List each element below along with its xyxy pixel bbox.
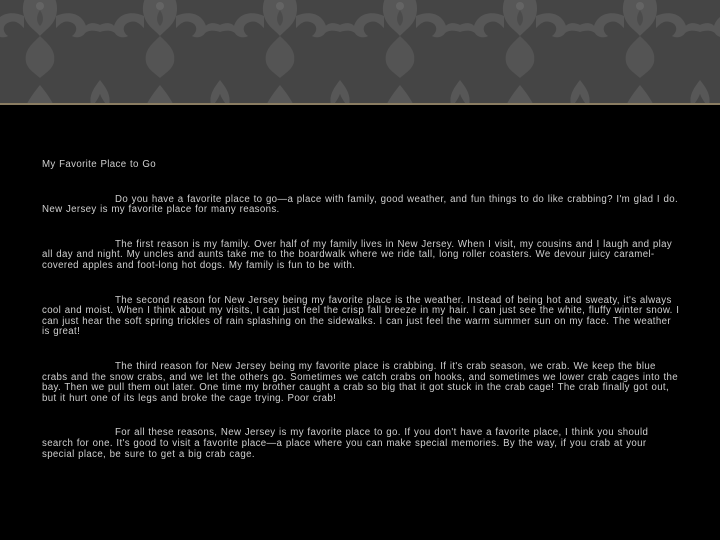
essay-paragraph-weather: The second reason for New Jersey being my favorite place is the weather. Instead of being hot and sweaty, it's always cool and moist. When I think about my visits, I can just feel the crisp fall breeze in my hair. I can just see the white, fluffy winter snow. I can just hear the soft spring trickles of rain splashing on the sidewalks. I can just feel the warm summer sun on my face. The weather is great! <box>42 294 680 338</box>
essay-text-block <box>42 160 682 484</box>
essay-paragraph-intro: Do you have a favorite place to go—a place with family, good weather, and fun things to do like crabbing? I'm glad I do. New Jersey is my favorite place for many reasons. <box>42 193 678 216</box>
damask-pattern <box>0 0 720 103</box>
banner-divider <box>0 103 720 105</box>
essay-title: My Favorite Place to Go <box>42 159 156 170</box>
damask-banner <box>0 0 720 103</box>
essay-paragraph-conclusion: For all these reasons, New Jersey is my favorite place to go. If you don't have a favorite place, I think you should search for one. It's good to visit a favorite place—a place where you can make special memories. By the way, if you crab at your special place, be sure to get a big crab cage. <box>42 427 649 460</box>
essay-paragraph-crabbing: The third reason for New Jersey being my favorite place is crabbing. If it's crab season, we crab. We keep the blue crabs and the snow crabs, and we let the others go. Sometimes we catch crabs on hooks, and sometimes we lower crab cages into the bay. Then we pull them out later. One time my brother caught a crab so big that it got stuck in the crab cage! The crab finally got out, but it hurt one of its legs and broke the cage trying. Poor crab! <box>42 360 679 404</box>
essay-paragraph-family: The first reason is my family. Over half of my family lives in New Jersey. When I visit, my cousins and I laugh and play all day and night. My uncles and aunts take me to the boardwalk where we ride tall, long roller coasters. We devour juicy caramel-covered apples and foot-long hot dogs. My family is fun to be with. <box>42 238 673 271</box>
